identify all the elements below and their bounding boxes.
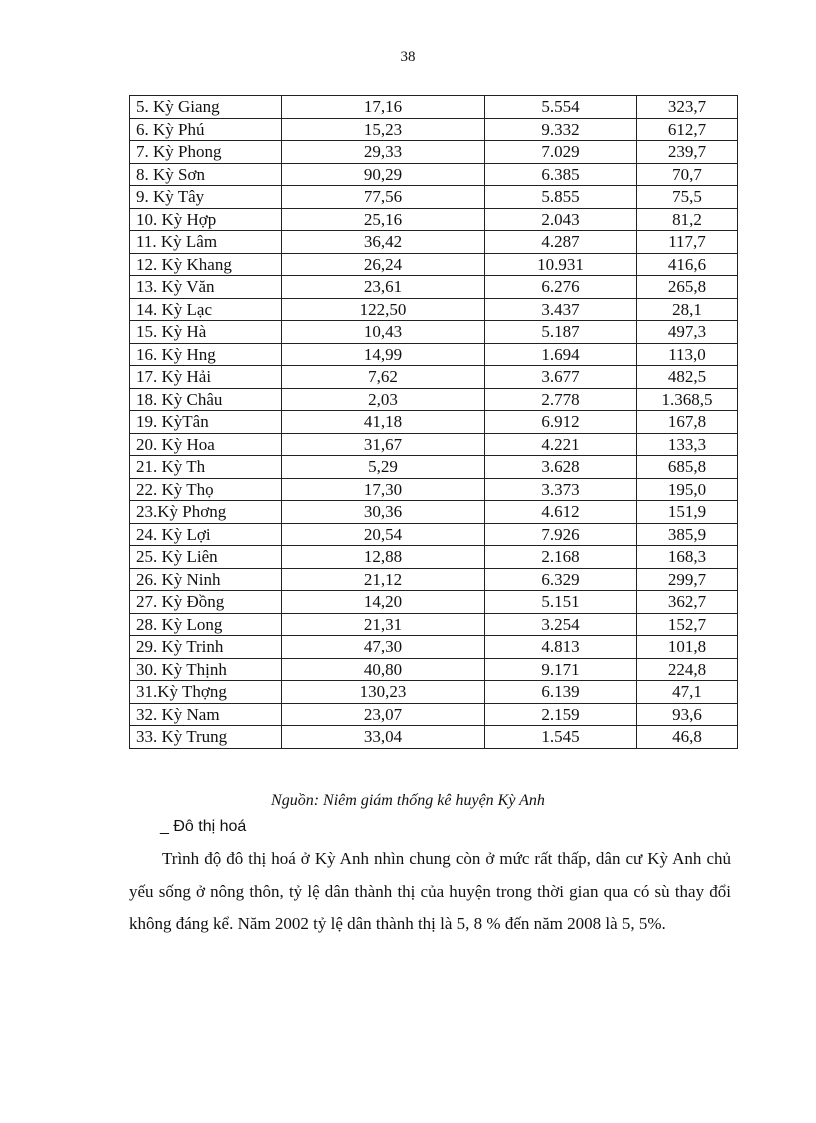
area-cell: 20,54	[282, 523, 485, 546]
density-cell: 323,7	[637, 96, 738, 119]
density-cell: 168,3	[637, 546, 738, 569]
table-row	[130, 411, 738, 434]
area-cell: 122,50	[282, 298, 485, 321]
commune-name-cell: 16. Kỳ Hng	[130, 343, 282, 366]
commune-name-cell: 28. Kỳ Long	[130, 613, 282, 636]
area-cell: 30,36	[282, 501, 485, 524]
table-row	[130, 276, 738, 299]
population-cell: 6.329	[485, 568, 637, 591]
area-cell: 36,42	[282, 231, 485, 254]
area-cell: 5,29	[282, 456, 485, 479]
table-row	[130, 231, 738, 254]
table-body	[130, 96, 738, 749]
section-heading: _ Đô thị hoá	[160, 818, 247, 835]
population-cell: 4.287	[485, 231, 637, 254]
paragraph-text: Trình độ đô thị hoá ở Kỳ Anh nhìn chung còn ở mức rất thấp, dân cư Kỳ Anh chủ yếu sống ở nông thôn, tỷ lệ dân thành thị của huyện trong thời gian qua có sù thay đổi không đáng kể. Năm 2002 tỷ lệ dân thành thị là 5, 8 % đến năm 2008 là 5, 5%.	[129, 849, 731, 933]
population-cell: 4.221	[485, 433, 637, 456]
density-cell: 362,7	[637, 591, 738, 614]
commune-name-cell: 14. Kỳ Lạc	[130, 298, 282, 321]
commune-name-cell: 27. Kỳ Đồng	[130, 591, 282, 614]
population-cell: 6.385	[485, 163, 637, 186]
table-row	[130, 681, 738, 704]
area-cell: 25,16	[282, 208, 485, 231]
density-cell: 70,7	[637, 163, 738, 186]
table-row	[130, 546, 738, 569]
commune-name-cell: 26. Kỳ Ninh	[130, 568, 282, 591]
area-cell: 31,67	[282, 433, 485, 456]
density-cell: 93,6	[637, 703, 738, 726]
population-cell: 3.254	[485, 613, 637, 636]
commune-name-cell: 17. Kỳ Hải	[130, 366, 282, 389]
density-cell: 195,0	[637, 478, 738, 501]
area-cell: 21,31	[282, 613, 485, 636]
commune-name-cell: 9. Kỳ Tây	[130, 186, 282, 209]
commune-name-cell: 21. Kỳ Th	[130, 456, 282, 479]
population-cell: 1.545	[485, 726, 637, 749]
population-cell: 2.159	[485, 703, 637, 726]
commune-name-cell: 25. Kỳ Liên	[130, 546, 282, 569]
commune-name-cell: 13. Kỳ Văn	[130, 276, 282, 299]
population-cell: 6.276	[485, 276, 637, 299]
commune-name-cell: 22. Kỳ Thọ	[130, 478, 282, 501]
commune-name-cell: 12. Kỳ Khang	[130, 253, 282, 276]
commune-name-cell: 23.Kỳ Phơng	[130, 501, 282, 524]
table-row	[130, 163, 738, 186]
density-cell: 151,9	[637, 501, 738, 524]
area-cell: 29,33	[282, 141, 485, 164]
commune-name-cell: 7. Kỳ Phong	[130, 141, 282, 164]
density-cell: 167,8	[637, 411, 738, 434]
table-row	[130, 118, 738, 141]
density-cell: 152,7	[637, 613, 738, 636]
table-row	[130, 658, 738, 681]
population-cell: 3.628	[485, 456, 637, 479]
area-cell: 17,30	[282, 478, 485, 501]
page-number: 38	[400, 49, 416, 65]
commune-name-cell: 11. Kỳ Lâm	[130, 231, 282, 254]
population-cell: 7.029	[485, 141, 637, 164]
density-cell: 299,7	[637, 568, 738, 591]
population-cell: 2.168	[485, 546, 637, 569]
table-row	[130, 186, 738, 209]
table-row	[130, 321, 738, 344]
commune-name-cell: 33. Kỳ Trung	[130, 726, 282, 749]
table-row	[130, 388, 738, 411]
table-row	[130, 703, 738, 726]
area-cell: 47,30	[282, 636, 485, 659]
density-cell: 133,3	[637, 433, 738, 456]
table-row	[130, 343, 738, 366]
source-note: Nguồn: Niêm giám thống kê huyện Kỳ Anh	[271, 792, 545, 809]
table-row	[130, 141, 738, 164]
area-cell: 7,62	[282, 366, 485, 389]
area-cell: 130,23	[282, 681, 485, 704]
area-cell: 90,29	[282, 163, 485, 186]
table-row	[130, 253, 738, 276]
table-row	[130, 478, 738, 501]
population-cell: 10.931	[485, 253, 637, 276]
population-cell: 1.694	[485, 343, 637, 366]
area-cell: 23,07	[282, 703, 485, 726]
density-cell: 265,8	[637, 276, 738, 299]
table-row	[130, 433, 738, 456]
commune-name-cell: 31.Kỳ Thợng	[130, 681, 282, 704]
commune-name-cell: 18. Kỳ Châu	[130, 388, 282, 411]
commune-name-cell: 6. Kỳ Phú	[130, 118, 282, 141]
commune-name-cell: 30. Kỳ Thịnh	[130, 658, 282, 681]
density-cell: 1.368,5	[637, 388, 738, 411]
table-row	[130, 568, 738, 591]
table-row	[130, 366, 738, 389]
commune-name-cell: 10. Kỳ Hợp	[130, 208, 282, 231]
area-cell: 14,99	[282, 343, 485, 366]
area-cell: 40,80	[282, 658, 485, 681]
population-cell: 3.437	[485, 298, 637, 321]
density-cell: 224,8	[637, 658, 738, 681]
density-cell: 685,8	[637, 456, 738, 479]
population-cell: 5.554	[485, 96, 637, 119]
table-row	[130, 523, 738, 546]
density-cell: 239,7	[637, 141, 738, 164]
area-cell: 23,61	[282, 276, 485, 299]
population-cell: 2.043	[485, 208, 637, 231]
area-cell: 77,56	[282, 186, 485, 209]
table-row	[130, 208, 738, 231]
commune-name-cell: 20. Kỳ Hoa	[130, 433, 282, 456]
population-cell: 9.332	[485, 118, 637, 141]
area-cell: 33,04	[282, 726, 485, 749]
density-cell: 47,1	[637, 681, 738, 704]
density-cell: 113,0	[637, 343, 738, 366]
density-cell: 497,3	[637, 321, 738, 344]
population-cell: 4.612	[485, 501, 637, 524]
area-cell: 12,88	[282, 546, 485, 569]
area-cell: 15,23	[282, 118, 485, 141]
table-row	[130, 591, 738, 614]
area-cell: 21,12	[282, 568, 485, 591]
population-cell: 4.813	[485, 636, 637, 659]
commune-name-cell: 8. Kỳ Sơn	[130, 163, 282, 186]
population-cell: 5.855	[485, 186, 637, 209]
population-cell: 6.912	[485, 411, 637, 434]
density-cell: 612,7	[637, 118, 738, 141]
population-cell: 3.677	[485, 366, 637, 389]
commune-name-cell: 15. Kỳ Hà	[130, 321, 282, 344]
density-cell: 81,2	[637, 208, 738, 231]
population-cell: 7.926	[485, 523, 637, 546]
table-row	[130, 636, 738, 659]
table-row	[130, 96, 738, 119]
population-cell: 5.151	[485, 591, 637, 614]
table-row	[130, 501, 738, 524]
table-row	[130, 613, 738, 636]
population-cell: 9.171	[485, 658, 637, 681]
area-cell: 41,18	[282, 411, 485, 434]
commune-name-cell: 19. KỳTân	[130, 411, 282, 434]
table-row	[130, 726, 738, 749]
density-cell: 385,9	[637, 523, 738, 546]
population-cell: 3.373	[485, 478, 637, 501]
table-row	[130, 456, 738, 479]
density-cell: 101,8	[637, 636, 738, 659]
commune-name-cell: 24. Kỳ Lợi	[130, 523, 282, 546]
population-cell: 6.139	[485, 681, 637, 704]
area-cell: 2,03	[282, 388, 485, 411]
density-cell: 28,1	[637, 298, 738, 321]
commune-name-cell: 5. Kỳ Giang	[130, 96, 282, 119]
table-row	[130, 298, 738, 321]
density-cell: 482,5	[637, 366, 738, 389]
population-cell: 2.778	[485, 388, 637, 411]
commune-data-table	[129, 95, 738, 749]
commune-name-cell: 29. Kỳ Trinh	[130, 636, 282, 659]
area-cell: 17,16	[282, 96, 485, 119]
commune-name-cell: 32. Kỳ Nam	[130, 703, 282, 726]
density-cell: 46,8	[637, 726, 738, 749]
density-cell: 416,6	[637, 253, 738, 276]
population-cell: 5.187	[485, 321, 637, 344]
density-cell: 117,7	[637, 231, 738, 254]
area-cell: 10,43	[282, 321, 485, 344]
area-cell: 14,20	[282, 591, 485, 614]
area-cell: 26,24	[282, 253, 485, 276]
density-cell: 75,5	[637, 186, 738, 209]
body-paragraph	[129, 843, 731, 941]
